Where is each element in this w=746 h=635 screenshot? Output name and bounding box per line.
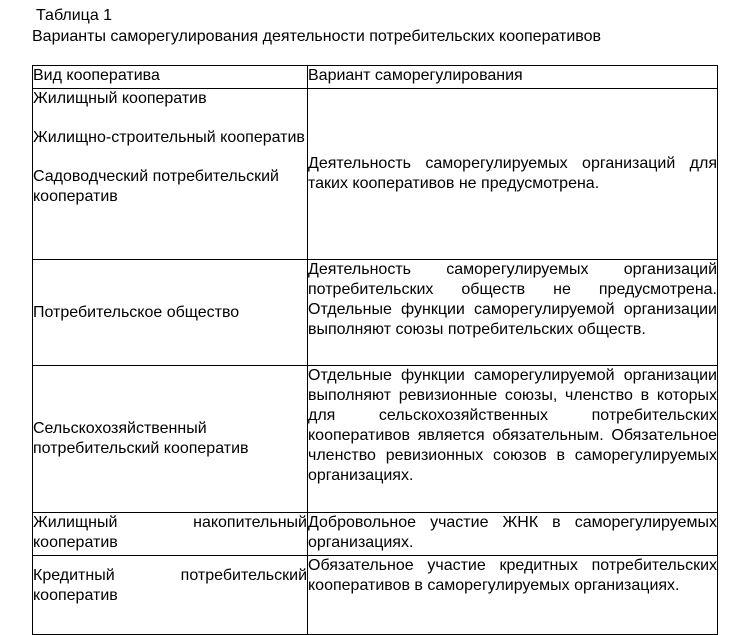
variant-cell: Деятельность саморегулируемых организаций для таких кооперативов не предусмотрена.: [308, 89, 718, 260]
table-row: [33, 556, 718, 635]
table-row: [33, 513, 718, 556]
variant-cell: Отдельные функции саморегулируемой организации выполняют ревизионные союзы, членство в которых для сельскохозяйственных потребительских кооперативов является обязательным. Обязательное членство ревизионных союзов в саморегулируемых организациях.: [308, 366, 718, 513]
table-number: Таблица 1: [36, 7, 113, 24]
table-row: [33, 366, 718, 513]
cooperative-type-gardening: Садоводческий потребительский кооператив: [33, 168, 279, 205]
variant-cell: Добровольное участие ЖНК в саморегулируемых организациях.: [308, 513, 718, 556]
table-header-row: [33, 66, 718, 89]
table-title: Варианты саморегулирования деятельности потребительских кооперативов: [32, 28, 601, 45]
cooperative-type-housing-construction: Жилищно-строительный кооператив: [33, 129, 305, 146]
column-header-variant: Вариант саморегулирования: [308, 66, 718, 89]
cooperative-type-housing: Жилищный кооператив: [33, 90, 207, 107]
table-row: [33, 89, 718, 260]
variant-cell: Обязательное участие кредитных потребительских кооперативов в саморегулируемых организациях.: [308, 556, 718, 635]
cooperative-type-cell: Потребительское общество: [33, 260, 308, 366]
cooperative-type-cell: Кредитный потребительский кооператив: [33, 556, 308, 635]
cooperative-type-cell: Сельскохозяйственный потребительский кооператив: [33, 366, 308, 513]
column-header-type: Вид кооператива: [33, 66, 308, 89]
variant-cell: Деятельность саморегулируемых организаций потребительских обществ не предусмотрена. Отдельные функции саморегулируемой организации выполняют союзы потребительских обществ.: [308, 260, 718, 366]
table-row: [33, 260, 718, 366]
cooperatives-table: [32, 65, 718, 635]
cooperative-type-cell: Жилищный накопительный кооператив: [33, 513, 308, 556]
cooperative-type-cell: [33, 89, 308, 260]
